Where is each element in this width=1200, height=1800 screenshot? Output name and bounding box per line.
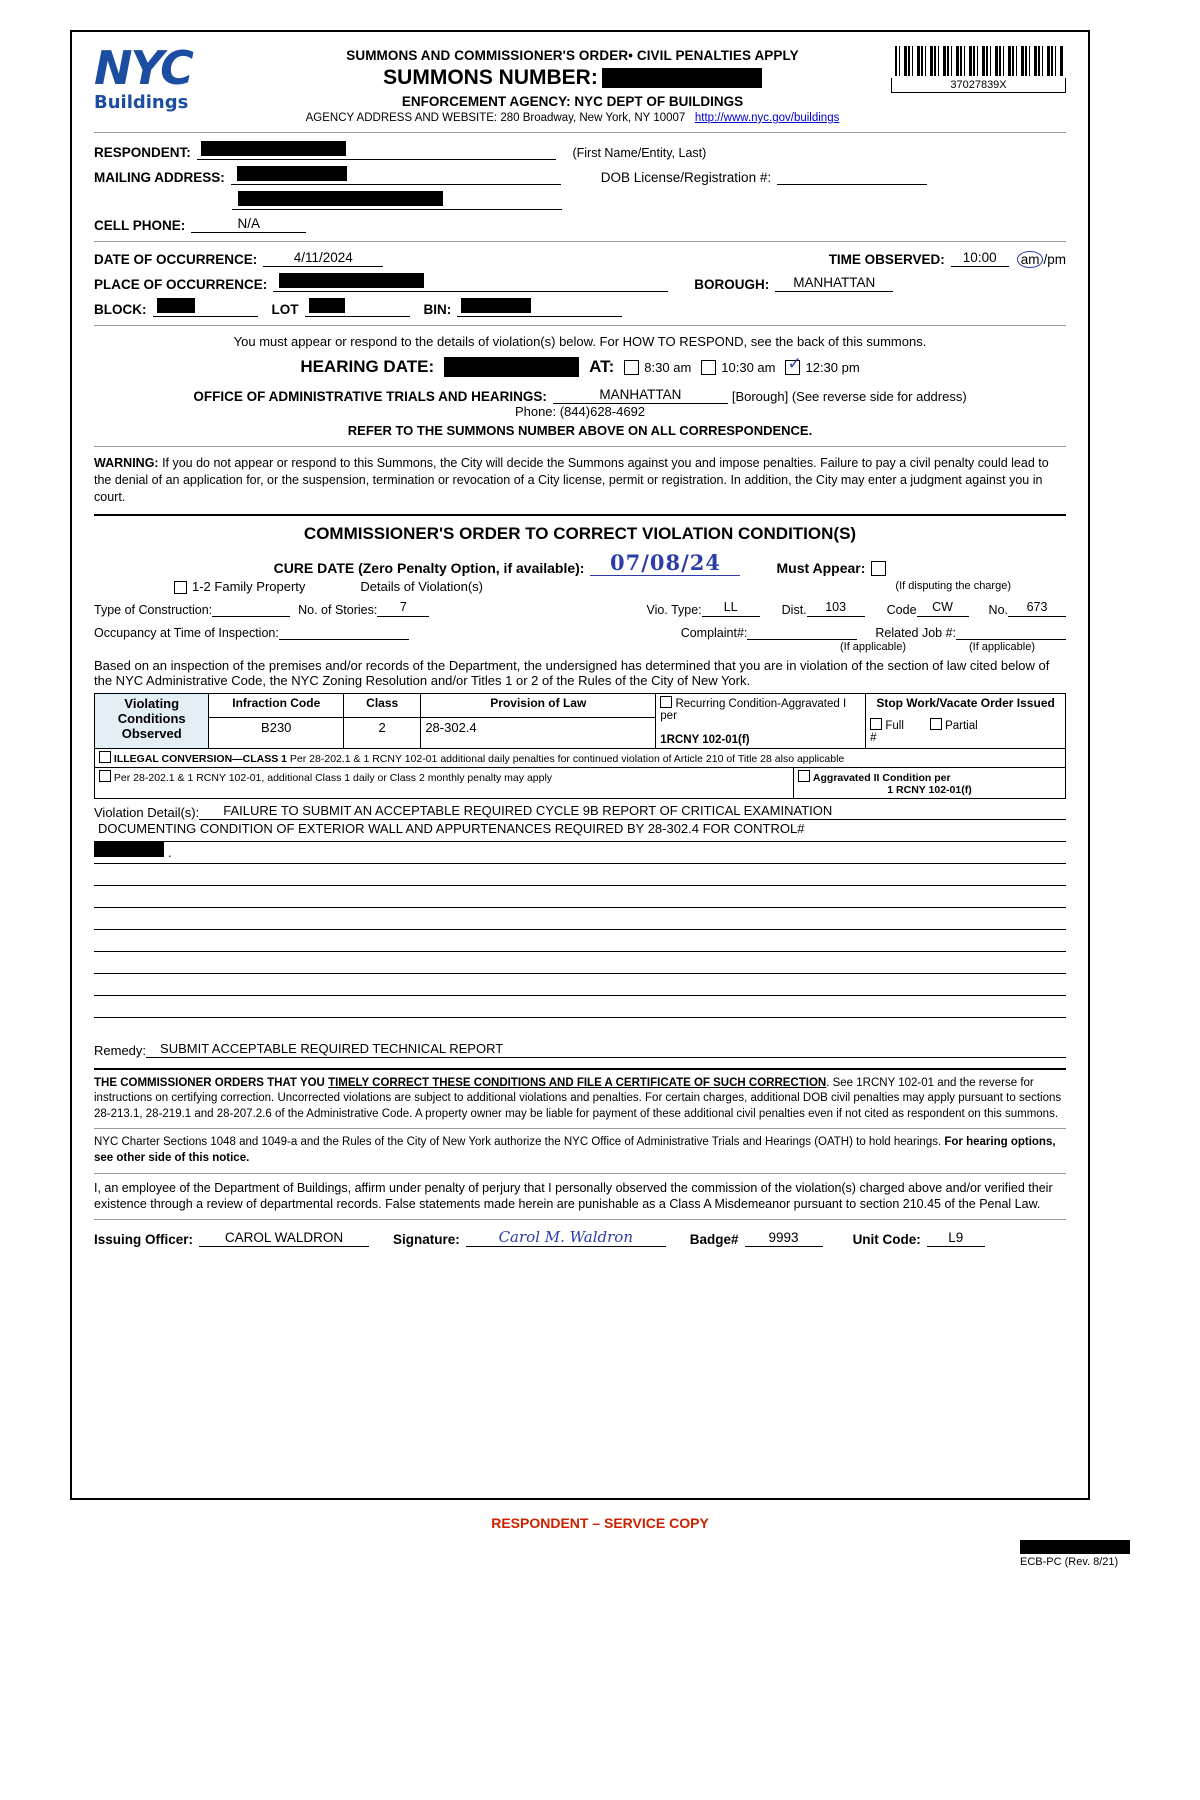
orders-bold: THE COMMISSIONER ORDERS THAT YOU: [94, 1076, 325, 1089]
signature-value: Carol M. Waldron: [498, 1228, 633, 1247]
infraction-code-value: B230: [209, 717, 344, 748]
cell-phone-value: N/A: [237, 216, 261, 231]
occupancy-label: Occupancy at Time of Inspection:: [94, 625, 279, 640]
full-label: Full: [885, 719, 904, 732]
dist-value: 103: [825, 599, 847, 614]
oath-phone: Phone: (844)628-4692: [514, 404, 646, 419]
additional-penalty-row: [95, 767, 1066, 798]
no-value: 673: [1026, 599, 1048, 614]
must-appear-label: Must Appear:: [776, 559, 866, 576]
affirmation-text: I, an employee of the Department of Buildings, affirm under penalty of perjury that I personally observed the commission of the violation(s) charged above and/or verified their existence through a review of departmental records. False statements made herein are punishable as a Class A Misdemeanor pursuant to section 210.45 of the Penal Law.: [94, 1180, 1053, 1212]
family-details-row: [94, 579, 1066, 594]
remedy-row: [94, 1041, 1066, 1058]
additional-penalty-text: Per 28-202.1 & 1 RCNY 102-01, additional Class 1 daily or Class 2 monthly penalty may apply: [113, 771, 553, 784]
vio-type-label: Vio. Type:: [646, 602, 702, 617]
service-copy-label: RESPONDENT – SERVICE COPY: [491, 1515, 709, 1531]
agency-address-text: AGENCY ADDRESS AND WEBSITE: 280 Broadway, New York, NY 10007: [305, 112, 686, 124]
orders-underline: TIMELY CORRECT THESE CONDITIONS AND FILE A CERTIFICATE OF SUCH CORRECTION: [328, 1076, 827, 1089]
aggravated-cell[interactable]: [794, 767, 1066, 798]
refer-note: REFER TO THE SUMMONS NUMBER ABOVE ON ALL CORRESPONDENCE.: [347, 423, 813, 438]
code-label: Code: [886, 602, 917, 617]
mailing-address-redacted-2: [238, 191, 443, 206]
family-property-checkbox[interactable]: [174, 581, 187, 594]
lot-label: LOT: [271, 302, 299, 317]
stories-label: No. of Stories:: [298, 602, 378, 617]
cell-phone-row: [94, 216, 1066, 233]
stories-value: 7: [399, 599, 407, 614]
no-label: No.: [988, 602, 1008, 617]
form-code: ECB-PC (Rev. 8/21): [1020, 1556, 1119, 1568]
hearing-date-label: HEARING DATE:: [300, 357, 435, 376]
stop-work-label: Stop Work/Vacate Order Issued: [876, 695, 1055, 710]
orders-rest: . See 1RCNY 102-01 and the reverse for instructions on certifying correction. Uncorrected violations are subject to additional violations and penalties. For certain charges, additional DOB civil penalties may apply pursuant to sections 28-213.1, 28-219.1 and 28-207.2.6 of the Administrative Code. A property owner may be liable for payment of these additional civil penalties even if not cited as respondent on this summons.: [94, 1076, 1062, 1120]
violation-detail-blank-1: [94, 864, 1066, 886]
cure-date-value: 07/08/24: [609, 549, 721, 575]
dispute-hint: (If disputing the charge): [895, 580, 1011, 593]
recurring-checkbox[interactable]: [660, 696, 672, 708]
violating-conditions-header: Violating Conditions Observed: [95, 693, 209, 748]
signature-row: [94, 1228, 1066, 1247]
charter-block: [94, 1135, 1066, 1166]
form-code-block: [1020, 1540, 1130, 1568]
violation-detail-label: Violation Detail(s):: [94, 804, 200, 820]
hearing-date-row: [94, 353, 1066, 377]
respondent-label: RESPONDENT:: [94, 145, 191, 160]
date-occurrence-label: DATE OF OCCURRENCE:: [94, 252, 258, 267]
illegal-conversion-cell[interactable]: [95, 748, 1066, 767]
oath-label: OFFICE OF ADMINISTRATIVE TRIALS AND HEARINGS:: [193, 389, 547, 404]
aggravated-checkbox[interactable]: [798, 770, 810, 782]
issuing-officer-value: CAROL WALDRON: [224, 1230, 344, 1246]
date-occurrence-value: 4/11/2024: [293, 250, 353, 265]
barcode-number: 37027839X: [891, 78, 1066, 93]
dob-license-label: DOB License/Registration #:: [600, 170, 772, 185]
partial-checkbox[interactable]: [930, 718, 942, 730]
agency-address: [254, 112, 891, 124]
barcode-block: [891, 42, 1066, 93]
bin-redacted: [461, 298, 531, 313]
warning-block: [94, 455, 1066, 506]
violation-detail-redacted: [94, 842, 164, 857]
commissioner-orders-block: [94, 1076, 1066, 1123]
nyc-buildings-logo: [94, 42, 254, 113]
badge-label: Badge#: [689, 1232, 739, 1248]
place-occurrence-redacted: [279, 273, 424, 288]
charter-text: NYC Charter Sections 1048 and 1049-a and the Rules of the City of New York authorize the NYC Office of Administrative Trials and Hearings (OATH) to hold hearings.: [94, 1136, 942, 1149]
provision-value: 28-302.4: [421, 717, 656, 748]
block-lot-bin-row: [94, 298, 1066, 317]
oath-borough-value: MANHATTAN: [599, 387, 682, 402]
dist-label: Dist.: [781, 602, 807, 617]
agency-website-link[interactable]: http://www.nyc.gov/buildings: [694, 112, 840, 124]
violation-table: [94, 693, 1066, 749]
hearing-option-1030[interactable]: [701, 360, 775, 375]
respondent-hint: (First Name/Entity, Last): [572, 146, 707, 160]
cure-date-row: [94, 550, 1066, 576]
related-job-label: Related Job #:: [875, 625, 956, 640]
violation-detail-row-2: [94, 820, 1066, 842]
borough-label: BOROUGH:: [694, 277, 770, 292]
cell-phone-label: CELL PHONE:: [94, 218, 186, 233]
remedy-label: Remedy:: [94, 1042, 147, 1058]
violation-detail-blank-8: [94, 1018, 1066, 1039]
must-appear-checkbox[interactable]: [871, 561, 886, 576]
respondent-row: [94, 141, 1066, 160]
illegal-conversion-row: [95, 748, 1066, 767]
illegal-conversion-checkbox[interactable]: [99, 751, 111, 763]
time-observed-value: 10:00: [962, 250, 997, 265]
time-observed-label: TIME OBSERVED:: [828, 252, 945, 267]
am-selected[interactable]: am: [1017, 251, 1044, 268]
recurring-condition-cell[interactable]: [656, 693, 866, 748]
recurring-rule: 1RCNY 102-01(f): [660, 733, 750, 746]
recurring-label: Recurring Condition-Aggravated I per: [660, 697, 847, 722]
date-occurrence-row: DATE OF OCCURRENCE: 4/11/2024 TIME OBSERVED: 10:00 am / pm: [94, 250, 1066, 267]
construction-row: [94, 600, 1066, 617]
checkbox-1030-icon[interactable]: [701, 360, 716, 375]
stop-work-full-option[interactable]: [870, 718, 904, 732]
illegal-conversion-table: [94, 748, 1066, 799]
hearing-option-830[interactable]: [624, 360, 691, 375]
violation-detail-blank-7: [94, 996, 1066, 1018]
warning-text: If you do not appear or respond to this Summons, the City will decide the Summons against you and impose penalties. Failure to pay a civil penalty could lead to the denial of an application for, or the suspension, termination or revocation of a City license, permit or registration. In addition, the City may enter a judgment against you in court.: [94, 456, 1049, 504]
violation-detail-row-1: [94, 803, 1066, 820]
violation-detail-blank-2: [94, 886, 1066, 908]
place-occurrence-row: [94, 273, 1066, 292]
construction-label: Type of Construction:: [94, 602, 213, 617]
complaint-label: Complaint#:: [680, 625, 748, 640]
col-infraction-code: Infraction Code: [209, 693, 344, 717]
inspection-basis-text: Based on an inspection of the premises and/or records of the Department, the undersigned has determined that you are in violation of the section of law cited below of the NYC Administrative Code, the NYC Zoning Resolution and/or Titles 1 or 2 of the Rules of the City of New York.: [94, 657, 1050, 688]
illegal-conversion-text: Per 28-202.1 & 1 RCNY 102-01 additional daily penalties for continued violation of Article 210 of Title 28 also applicable: [289, 752, 845, 765]
respond-instruction: You must appear or respond to the details of violation(s) below. For HOW TO RESPOND, see the back of this summons.: [233, 334, 927, 349]
pm-option[interactable]: pm: [1047, 252, 1066, 267]
violation-detail-row-3: [94, 842, 1066, 864]
checkbox-830-icon[interactable]: [624, 360, 639, 375]
borough-value: MANHATTAN: [793, 275, 876, 290]
mailing-address-row: [94, 166, 1066, 185]
block-label: BLOCK:: [94, 302, 147, 317]
unit-code-value: L9: [948, 1230, 964, 1246]
violation-detail-line-3: .: [168, 844, 172, 860]
form-code-redacted: [1020, 1540, 1130, 1554]
aggravated-label: Aggravated II Condition per: [812, 771, 951, 784]
applicable-hints-row: [94, 640, 1066, 654]
cure-date-label: CURE DATE (Zero Penalty Option, if available):: [273, 559, 585, 576]
mailing-address-label: MAILING ADDRESS:: [94, 170, 225, 185]
partial-label: Partial: [945, 719, 978, 732]
badge-value: 9993: [768, 1230, 799, 1246]
bin-label: BIN:: [423, 302, 452, 317]
charter-bold: For hearing options, see other side of this notice.: [94, 1136, 1056, 1164]
details-of-violations-label: Details of Violation(s): [360, 578, 484, 594]
code-value: CW: [932, 599, 953, 614]
hearing-at-label: AT:: [589, 357, 615, 376]
order-title: COMMISSIONER'S ORDER TO CORRECT VIOLATION CONDITION(S): [303, 523, 857, 543]
violation-detail-line-2: DOCUMENTING CONDITION OF EXTERIOR WALL AND APPURTENANCES REQUIRED BY 28-302.4 FOR CONTROL#: [98, 820, 805, 836]
signature-label: Signature:: [393, 1232, 460, 1248]
related-job-hint: (If applicable): [968, 640, 1036, 653]
oath-suffix: [Borough] (See reverse side for address): [731, 389, 967, 404]
complaint-hint: (If applicable): [839, 640, 907, 653]
class-value: 2: [344, 717, 421, 748]
family-property-label: 1-2 Family Property: [192, 578, 306, 594]
illegal-conversion-label: ILLEGAL CONVERSION—CLASS 1: [113, 752, 287, 765]
buildings-logo-text: Buildings: [94, 92, 189, 113]
occupancy-row: [94, 623, 1066, 640]
violation-detail-blank-4: [94, 930, 1066, 952]
hearing-option-1230-label: 12:30 pm: [805, 359, 860, 375]
oath-row: [94, 387, 1066, 404]
respondent-redacted: [201, 141, 346, 156]
mailing-address-row-2: [94, 191, 1066, 210]
order-hash-label: #: [870, 731, 877, 744]
violation-detail-blank-6: [94, 974, 1066, 996]
warning-label: WARNING:: [94, 456, 159, 470]
additional-penalty-cell[interactable]: [95, 767, 794, 798]
table-header-row: [95, 693, 1066, 717]
enforcement-agency: ENFORCEMENT AGENCY: NYC DEPT OF BUILDINGS: [401, 94, 744, 109]
full-checkbox[interactable]: [870, 718, 882, 730]
hearing-date-redacted: [444, 357, 579, 377]
col-provision: Provision of Law: [421, 693, 656, 717]
document-header: [94, 42, 1066, 124]
document-title: SUMMONS AND COMMISSIONER'S ORDER• CIVIL PENALTIES APPLY: [346, 48, 799, 63]
hearing-option-830-label: 8:30 am: [644, 359, 692, 375]
unit-code-label: Unit Code:: [852, 1232, 921, 1248]
summons-number-label: SUMMONS NUMBER:: [383, 66, 598, 89]
issuing-officer-label: Issuing Officer:: [94, 1232, 194, 1248]
summons-number-redacted: [602, 68, 762, 88]
block-redacted: [157, 298, 195, 313]
violation-detail-line-1: FAILURE TO SUBMIT AN ACCEPTABLE REQUIRED CYCLE 9B REPORT OF CRITICAL EXAMINATION: [223, 802, 833, 818]
barcode-image: [895, 46, 1063, 76]
checkbox-1230-icon[interactable]: ✓: [787, 353, 802, 374]
hearing-option-1230[interactable]: [785, 353, 860, 375]
lot-redacted: [309, 298, 345, 313]
violation-detail-blank-3: [94, 908, 1066, 930]
vio-type-value: LL: [723, 599, 738, 614]
place-occurrence-label: PLACE OF OCCURRENCE:: [94, 277, 268, 292]
hearing-option-1030-label: 10:30 am: [721, 359, 776, 375]
additional-penalty-checkbox[interactable]: [99, 770, 111, 782]
summons-document: [70, 30, 1090, 1500]
summons-number-row: [254, 66, 891, 90]
nyc-logo-text: NYC: [94, 41, 192, 95]
remedy-value: SUBMIT ACCEPTABLE REQUIRED TECHNICAL REPORT: [160, 1040, 504, 1056]
mailing-address-redacted: [237, 166, 347, 181]
violation-detail-blank-5: [94, 952, 1066, 974]
col-class: Class: [344, 693, 421, 717]
stop-work-cell[interactable]: [866, 693, 1066, 748]
aggravated-rule: 1 RCNY 102-01(f): [887, 783, 972, 796]
stop-work-partial-option[interactable]: [930, 718, 978, 732]
